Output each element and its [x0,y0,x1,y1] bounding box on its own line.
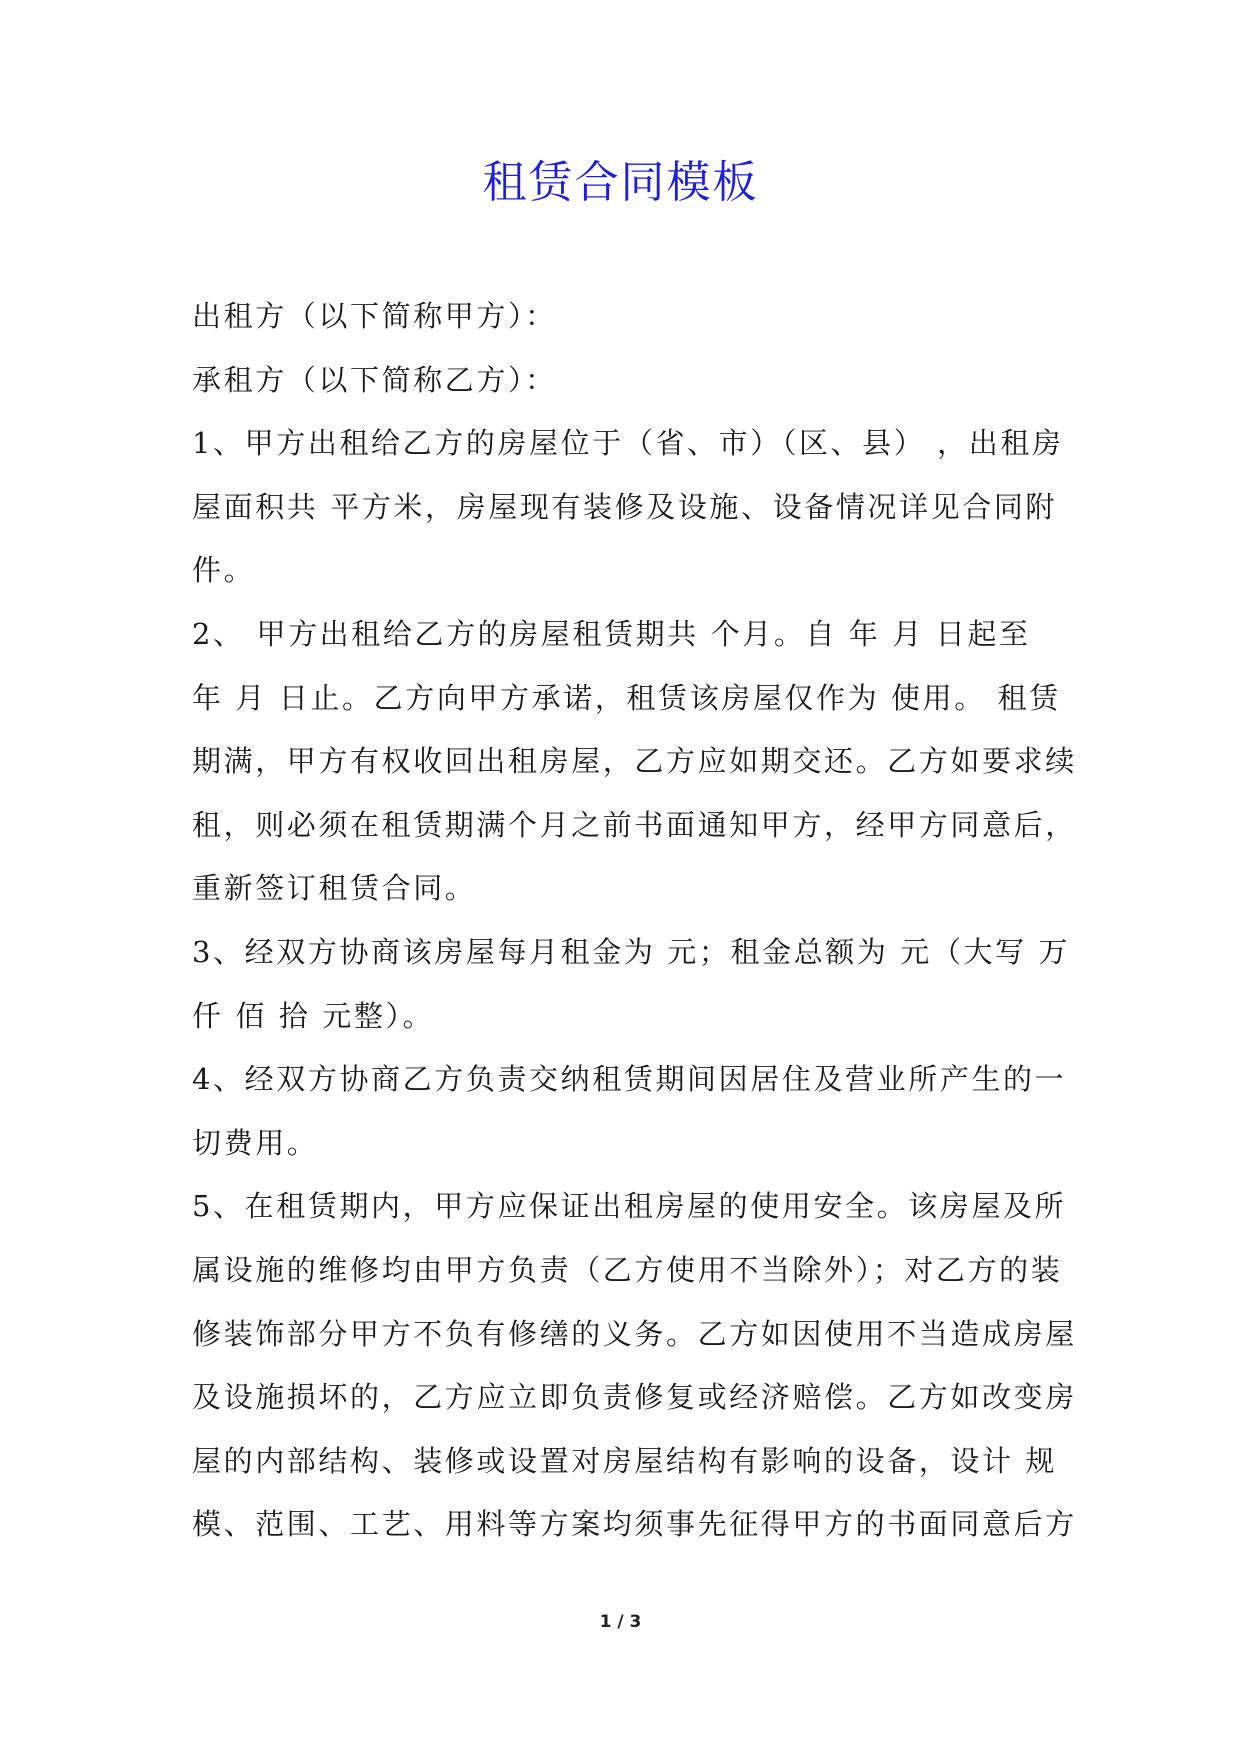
text-line: 5、在租赁期内，甲方应保证出租房屋的使用安全。该房屋及所 [192,1189,1067,1224]
text-line: 年 月 日止。乙方向甲方承诺，租赁该房屋仅作为 使用。 租赁 [192,680,1061,715]
text-line: 1、甲方出租给乙方的房屋位于（省、市）（区、县） ，出租房 [192,426,1064,461]
page-number: 1 / 3 [599,1612,642,1632]
text-line: 租，则必须在租赁期满个月之前书面通知甲方，经甲方同意后， [192,807,1077,842]
text-line: 2、 甲方出租给乙方的房屋租赁期共 个月。自 年 月 日起至 [192,616,1031,651]
text-line: 仟 佰 拾 元整）。 [192,998,435,1033]
text-line: 切费用。 [192,1125,319,1160]
text-line: 修装饰部分甲方不负有修缮的义务。乙方如因使用不当造成房屋 [192,1316,1077,1351]
document-title: 租赁合同模板 [482,157,759,208]
text-line: 4、经双方协商乙方负责交纳租赁期间因居住及营业所产生的一 [192,1062,1067,1097]
text-line: 件。 [192,553,256,588]
document-body [192,285,1077,1557]
text-line: 出租方（以下简称甲方）： [192,299,557,333]
text-line: 屋面积共 平方米，房屋现有装修及设施、设备情况详见合同附 [192,489,1058,524]
text-line: 期满，甲方有权收回出租房屋，乙方应如期交还。乙方如要求续 [192,744,1077,779]
text-line: 承租方（以下简称乙方）： [192,362,557,397]
text-line: 属设施的维修均由甲方负责（乙方使用不当除外）；对乙方的装 [192,1252,1063,1287]
text-line: 屋的内部结构、装修或设置对房屋结构有影响的设备，设计 规 [192,1443,1058,1478]
text-line: 模、范围、工艺、用料等方案均须事先征得甲方的书面同意后方 [192,1507,1077,1542]
text-line: 重新签订租赁合同。 [192,871,477,906]
text-line: 3、经双方协商该房屋每月租金为 元；租金总额为 元（大写 万 [192,934,1071,969]
text-line: 及设施损坏的，乙方应立即负责修复或经济赔偿。乙方如改变房 [192,1380,1077,1415]
